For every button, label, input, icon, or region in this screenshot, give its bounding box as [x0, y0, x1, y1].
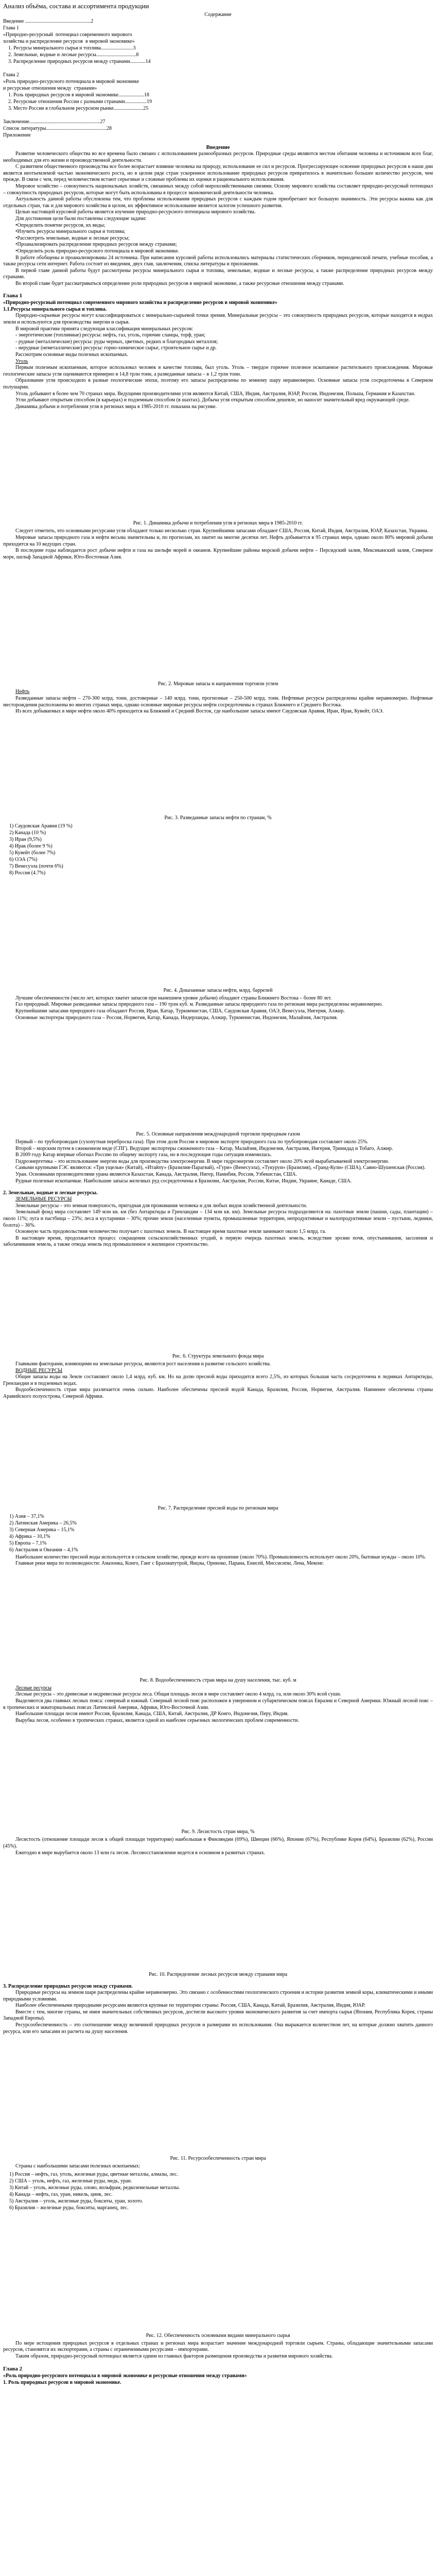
paragraph: В мировой практике принята следующая классификация минеральных ресурсов: — [15, 326, 194, 332]
toc-entry: Глава 2 — [3, 72, 19, 78]
paragraph: В работе обобщены и проанализированы 24 источника. При написании курсовой работы использовались материалы статистических сборников, периодической печати, учебные пособия, а также ресурсы сети интернет. Работа состоит из введения, двух глав, заключения, списка литературы и приложения. — [3, 255, 433, 267]
toc-entry: 1. Роль природных ресурсов в мировой экономике....................18 — [3, 92, 149, 98]
figure-4-image — [3, 877, 433, 986]
figure-1-image — [3, 410, 433, 518]
toc-entry: Глава 1 — [3, 25, 19, 31]
paragraph: Первым полезным ископаемым, которое использовал человек в качестве топлива, был уголь. Уголь – твердое горючее полезное ископаемое растительного происхождения. Мировые геологические запасы угля оцениваются примерно в 14,8 трлн тонн, а разведанные запасы – в 1,2 трлн тонн. — [3, 365, 433, 377]
gas-body — [3, 528, 433, 561]
introduction-body — [3, 151, 433, 287]
figure-9-caption: Рис. 9. Лесистость стран мира, % — [181, 1829, 255, 1835]
paragraph: Самыми крупными ГЭС являются: «Три ущелья» (Китай), «Итайпу» (Бразилия-Парагвай), «Гури» (Венесуэла), «Тукуруи» (Бразилия), «Гранд-Кули» (США), Саяно-Шушенская (Россия). — [15, 1165, 426, 1171]
paragraph: Природно-сырьевые ресурсы могут классифицироваться с минерально-сырьевой точки зрения. Минеральные ресурсы – это совокупность природных ресурсов, которые находятся в недрах земли и используются для производства энергии и сырья. — [3, 313, 433, 326]
toc-entry: Приложение — [3, 132, 31, 138]
toc-header: Содержание — [204, 12, 232, 18]
list-item: 4) Ирак (более 9 %) — [9, 843, 53, 849]
paragraph: В первой главе данной работы будут рассмотрены ресурсы минерального сырья и топлива, земельные, водные и лесные ресурсы, а также распределение природных ресурсов между странами. — [3, 267, 433, 280]
forest-body-2 — [3, 1837, 433, 1856]
paragraph: Выделяются два главных лесных пояса: северный и южный. Северный лесной пояс расположен в умеренном и субарктическом поясах Евразии и Северной Америки. Южный лесной пояс – в тропических и экваториальных поясах Латинской Америки, Африки, Юго-Восточной Азии. — [3, 1698, 433, 1710]
paragraph: Земельный фонд мира составляет 149 млн кв. км (без Антарктиды и Гренландии – 134 млн кв. км). Земельные ресурсы подразделяются на: пахотные земли (пашни, сады, плантации) – около 11%; луга и пастбища – 23%; леса и кустарники – 30%; прочие земли (населенные пункты, промышленные территории, непродуктивные и малопродуктивные земли – пустыни, ледники, болота) – 36%. — [3, 1209, 433, 1228]
paragraph: - энергетические (топливные) ресурсы: нефть, газ, уголь, горючие сланцы, торф, уран; — [15, 332, 206, 338]
figure-10-image — [3, 1856, 433, 1970]
list-item: 2) Канада (10 %) — [9, 829, 46, 836]
paragraph: Для достижения цели были поставлены следующие задачи: — [15, 215, 147, 222]
toc-entry — [3, 112, 433, 118]
chapter2-section — [3, 2365, 433, 2386]
introduction-section — [3, 144, 433, 287]
distribution-list-intro: Страны с наибольшими запасами полезных ископаемых: — [15, 2163, 141, 2170]
paragraph: Образование угля происходило в разные геологические эпохи, поэтому его запасы распределены по земному шару неравномерно. Основные запасы угля сосредоточены в Северном полушарии. — [3, 378, 433, 390]
figure-3-image — [3, 715, 433, 813]
oil-subheading: Нефть — [15, 689, 30, 695]
paragraph: Основные экспортеры природного газа – Россия, Норвегия, Катар, Канада, Нидерланды, Алжир, Туркменистан, Индонезия, Малайзия, Австралия. — [15, 1014, 338, 1021]
paragraph: - нерудные (неметаллические) ресурсы: горно-химическое сырье, строительное сырье и др. — [15, 345, 217, 351]
figure-4-caption: Рис. 4. Доказанные запасы нефти, млрд. баррелей — [163, 987, 273, 993]
paragraph: Вместе с тем, многие страны, не имея значительных собственных ресурсов, достигли высокого уровня экономического развития за счет импорта сырья (Япония, Республика Корея, страны Западной Европы). — [3, 2009, 433, 2022]
paragraph: Динамика добычи и потребления угля в регионах мира в 1985-2010 гг. показана на рисунке. — [15, 403, 217, 410]
list-item: 7) Венесуэла (почти 6%) — [9, 863, 63, 869]
list-item: 5) Австралия – уголь, железные руды, бокситы, уран, золото. — [9, 2198, 143, 2204]
toc-entry — [3, 65, 433, 72]
list-item: 4) Канада – нефть, газ, уран, никель, цинк, лес. — [9, 2191, 113, 2197]
section-1-1-heading: 1.1.Ресурсы минерального сырья и топлива. — [3, 307, 107, 313]
paragraph: Таким образом, природно-ресурсный потенциал является одним из главных факторов размещения производства и развития мирового хозяйства. — [15, 2353, 333, 2360]
figure-3-legend — [9, 823, 433, 876]
list-item: 6) Бразилия – железные руды, бокситы, марганец, лес. — [9, 2205, 129, 2211]
introduction-heading: Введение — [206, 144, 230, 150]
paragraph: Уран. Основными производителями урана являются Казахстан, Канада, Австралия, Нигер, Намибия, Россия, Узбекистан, США. — [15, 1172, 297, 1178]
table-of-contents — [3, 18, 433, 139]
paragraph: Лесистость (отношение площади лесов к общей площади территории) наибольшая в Финляндии (69%), Швеции (66%), Японии (67%), Республике Корея (64%), Бразилии (62%), России (45%). — [3, 1837, 433, 1849]
water-body — [3, 1374, 433, 1400]
list-item: 3) Иран (9,5%) — [9, 836, 42, 842]
paragraph: Целью настоящей курсовой работы является изучение природно-ресурсного потенциала мирового хозяйства. — [15, 209, 256, 215]
figure-9-image — [3, 1724, 433, 1827]
figure-2-image — [3, 561, 433, 679]
section-1-1-body — [3, 313, 433, 358]
paragraph: Главными факторами, влияющими на земельные ресурсы, являются рост населения и развитие сельского хозяйства. — [15, 1361, 271, 1367]
toc-entry: 2. Земельные, водные и лесные ресурсы...............................8 — [3, 52, 139, 58]
figure-5-image — [3, 1021, 433, 1129]
water-body-2 — [3, 1554, 433, 1567]
paragraph: Развитие человеческого общества во все времена было связано с использованием разнообразных ресурсов. Природные среды являются местом обитания человека и источником всех благ, необходимых для его жизни и производственной деятельности. — [3, 151, 433, 163]
paragraph: Лесные ресурсы – это древесные и недревесные ресурсы леса. Общая площадь лесов в мире составляет около 4 млрд. га, или около 30% всей суши. — [15, 1691, 341, 1698]
list-item: 2) США – уголь, нефть, газ, железные руды, медь, уран. — [9, 2178, 132, 2184]
paragraph: Второй – морским путем в сжиженном виде (СПГ). Ведущие экспортеры сжиженного газа – Катар, Малайзия, Индонезия, Австралия, Нигерия, Тринидад и Тобаго, Алжир. — [15, 1145, 393, 1151]
list-item: 3) Северная Америка – 15,1% — [9, 1527, 75, 1533]
figure-5-caption: Рис. 5. Основные направления международной торговли природным газом — [136, 1131, 300, 1138]
distribution-body-2 — [3, 2341, 433, 2360]
paragraph: Ежегодно в мире вырубается около 13 млн га лесов. Лесовосстановление ведется в основном в развитых странах. — [15, 1850, 266, 1856]
toc-entry: и ресурсные отношения между странами» — [3, 86, 97, 91]
toc-entry: «Природно-ресурсный потенциал современного мирового — [3, 32, 132, 38]
paragraph: Актуальность данной работы обусловлена тем, что проблемы использования природных ресурсов с каждым годом приобретают все большую значимость. Эти ресурсы важны как для отдельных стран, так и для мирового хозяйства в целом, их эффективное использование является залогом успешного развития. — [3, 196, 433, 209]
paragraph: Природные ресурсы на земном шаре распределены крайне неравномерно. Это связано с особенностями геологического строения и истории развития земной коры, климатическими и иными природными условиями. — [3, 1990, 433, 2002]
list-item: 2) Латинская Америка – 26,5% — [9, 1520, 77, 1526]
toc-entry: «Роль природно-ресурсного потенциала в мировой экономике — [3, 79, 139, 84]
paragraph: •Определить понятие ресурсов, их виды; — [15, 222, 106, 228]
paragraph: Уголь добывают в более чем 70 странах мира. Ведущими производителями угля являются Китай, США, Индия, Австралия, ЮАР, Россия, Индонезия, Польша, Германия и Казахстан. — [15, 391, 415, 397]
paragraph: Наибольшее количество пресной воды используется в сельском хозяйстве, прежде всего на орошение (около 70%). Промышленность использует около 20%, бытовые нужды – около 10%. — [15, 1554, 426, 1560]
toc-entry: Введение ...................................................2 — [3, 19, 94, 24]
toc-entry: хозяйства и распределение ресурсов в мировой экономике» — [3, 39, 135, 44]
paragraph: Земельные ресурсы – это земная поверхность, пригодная для проживания человека и для любых видов хозяйственной деятельности. — [15, 1202, 307, 1209]
figure-11-image — [3, 2035, 433, 2154]
paragraph: Следует отметить, что основными ресурсами угля обладают только несколько стран. Крупнейшими запасами обладают США, Россия, Китай, Индия, Австралия, ЮАР, Казахстан, Украина. — [15, 528, 429, 534]
document-title: Анализ объёма, состава и ассортимента продукции — [3, 2, 149, 10]
paragraph: Мировые запасы природного газа и нефти весьма значительны и, по прогнозам, их хватит на многие десятки лет. Нефть добывается в 95 странах мира, однако около 80% мировой добычи приходится на 10 ведущих стран. — [3, 534, 433, 547]
figure-7-legend — [9, 1513, 433, 1553]
paragraph: Газ природный. Мировые разведанные запасы природного газа – 190 трлн куб. м. Разведанные запасы природного газа по регионам мира распределены неравномерно. — [15, 1002, 383, 1008]
paragraph: Основную часть продовольствия человечество получает с пахотных земель. В настоящее время пахотные земли занимают около 1,5 млрд. га. — [15, 1229, 326, 1235]
paragraph: •Определить роль природно-ресурсного потенциала в мировой экономике. — [15, 248, 179, 254]
paragraph: С развитием общественного производства все более возрастает влияние человека на природу, использование ее сил и ресурсов. Прогрессирующее освоение природных ресурсов в наши дни является неотъемлемой частью экономического роста, но в целом ряде стран ускоренное использование природных ресурсов превратилось в значительно большее количество ресурсов, чем прежде. В связи с чем, перед человечеством встают серьезные и сложные проблемы их оценки и рационального использования. — [3, 164, 433, 183]
toc-entry: Список литературы...............................................28 — [3, 126, 112, 131]
list-item: 5) Кувейт (более 7%) — [9, 850, 56, 856]
list-item: 1) Россия – нефть, газ, уголь, железные руды, цветные металлы, алмазы, лес. — [9, 2171, 178, 2177]
figure-7-caption: Рис. 7. Распределение пресной воды по регионам мира — [158, 1505, 278, 1511]
toc-entry: 1. Ресурсы минерального сырья и топлива.........................3 — [3, 45, 136, 51]
figure-8-image — [3, 1567, 433, 1675]
paragraph: В настоящее время, продолжается процесс сокращения сельскохозяйственных угодий, в первую очередь пахотных земель, вследствие эрозии почв, опустынивания, засоления и заболачивания земель, а также отвода земель под промышленное и жилищное строительство. — [3, 1235, 433, 1248]
toc-entry: 3. Распределение природных ресурсов между странами............14 — [3, 59, 151, 64]
figure-12-image — [3, 2212, 433, 2331]
chapter1-section — [3, 292, 433, 2360]
land-subheading: ЗЕМЕЛЬНЫЕ РЕСУРСЫ — [15, 1196, 72, 1202]
list-item: 1) Саудовская Аравия (19 %) — [9, 823, 73, 829]
paragraph: По мере истощения природных ресурсов в отдельных странах и регионах мира возрастает значение международной торговли сырьем. Страны, обладающие значительными запасами ресурсов, становятся их экспортерами, а страны с ограниченными ресурсами – импортерами. — [3, 2340, 433, 2353]
paragraph: Из всех добываемых в мире нефти около 40% приходится на Ближний и Средний Восток, где наибольшие запасы имеют Саудовская Аравия, Иран, Ирак, Кувейт, ОАЭ. — [15, 708, 384, 715]
paragraph: В 2009 году Катар впервые обогнал Россию по общему экспорту газа, но в последующие годы ситуация изменилась. — [15, 1152, 272, 1158]
paragraph: Угли добывают открытым способом (в карьерах) и подземным способом (в шахтах). Добыча угля открытым способом дешевле, но наносит значительный вред окружающей среде. — [15, 397, 410, 403]
figure-6-image — [3, 1248, 433, 1351]
paragraph: •Проанализировать распределение природных ресурсов между странами; — [15, 242, 177, 248]
figure-1-caption: Рис. 1. Динамика добычи и потребления угля в регионах мира в 1985-2010 гг. — [133, 520, 303, 527]
paragraph: В последние годы наблюдается рост добычи нефти и газа на шельфе морей и океанов. Крупнейшие районы морской добычи нефти – Персидский залив, Мексиканский залив, Северное море, шельф Западной Африки, Юго-Восточная Азия. — [3, 548, 433, 560]
chapter2-title: «Роль природно-ресурсного потенциала в мировой экономике и ресурсные отношения между странами» — [3, 2372, 247, 2379]
list-item: 8) Россия (4.7%) — [9, 870, 46, 876]
coal-body — [3, 365, 433, 410]
figure-6-caption: Рис. 6. Структура земельного фонда мира — [172, 1353, 264, 1359]
paragraph: Рассмотрим основные виды полезных ископаемых. — [15, 352, 129, 358]
figure-12-caption: Рис. 12. Обеспеченность основными видами минерального сырья — [146, 2332, 290, 2338]
distribution-body — [3, 1990, 433, 2035]
paragraph: - рудные (металлические) ресурсы: руды черных, цветных, редких и благородных металлов; — [15, 338, 218, 345]
figure-10-caption: Рис. 10. Распределение лесных ресурсов между странами мира — [148, 1972, 288, 1978]
list-item: 5) Европа – 7,1% — [9, 1540, 47, 1546]
list-item: 4) Африка – 10,1% — [9, 1533, 50, 1539]
water-subheading: ВОДНЫЕ РЕСУРСЫ — [15, 1367, 63, 1374]
figure-7-image — [3, 1400, 433, 1503]
paragraph: •Рассмотреть земельные, водные и лесные ресурсы; — [15, 235, 130, 241]
land-body-2 — [3, 1361, 433, 1368]
list-item: 6) ОЭА (7%) — [9, 856, 38, 862]
paragraph: Разведанные запасы нефти – 270-300 млрд. тонн, достоверные – 140 млрд. тонн, прогнозные – 250-500 млрд. тонн. Нефтяные ресурсы распределены крайне неравномерно. Нефтяные месторождения расположены во многих странах мира, однако основные мировые ресурсы нефти сосредоточены в странах Ближнего и Среднего Востока. — [3, 695, 433, 708]
paragraph: Наибольшие площади лесов имеют Россия, Бразилия, Канада, США, Китай, Австралия, ДР Конго, Индонезия, Перу, Индия. — [15, 1711, 289, 1717]
paragraph: Ресурсообеспеченность – это соотношение между величиной природных ресурсов и размерами их использования. Она выражается количеством лет, на которые должно хватить данного ресурса, или его запасами из расчета на душу населения. — [3, 2022, 433, 2035]
paragraph: Крупнейшими запасами природного газа обладают Россия, Иран, Катар, Туркменистан, США, Саудовская Аравия, ОАЭ, Венесуэла, Нигерия, Алжир. — [15, 1008, 345, 1014]
list-item: 1) Азия – 37,1% — [9, 1513, 44, 1519]
section-2-1-heading: 1. Роль природных ресурсов в мировой экономике. — [3, 2379, 121, 2385]
list-item: 3) Китай – уголь, железные руды, олово, вольфрам, редкоземельные металлы. — [9, 2184, 180, 2191]
paragraph: Водообеспеченность стран мира различается очень сильно. Наиболее обеспечены пресной водой Канада, Бразилия, Россия, Норвегия, Австралия. Наименее обеспечены страны Аравийского полуострова, Северной Африки. — [3, 1387, 433, 1399]
paragraph: Вырубка лесов, особенно в тропических странах, является одной из наиболее серьезных экологических проблем современности. — [15, 1717, 299, 1723]
toc-entry: 2. Ресурсные отношения России с разными странами.................19 — [3, 99, 152, 105]
paragraph: •Изучить ресурсы минерального сырья и топлива; — [15, 229, 126, 235]
paragraph: Рудные полезные ископаемые. Наибольшие запасы железных руд сосредоточены в Бразилии, Австралии, России, Китае, Индии, Украине, Канаде, США. — [15, 1178, 352, 1184]
oil-body — [3, 696, 433, 715]
gas-reserves-body — [3, 995, 433, 1021]
figure-2-caption: Рис. 2. Мировые запасы и направления торговли углем — [158, 681, 278, 687]
forest-body — [3, 1691, 433, 1724]
paragraph: Во второй главе будет рассматриваться определение роли природных ресурсов в мировой экономике, а также ресурсные отношения между странами. — [15, 280, 344, 286]
forest-subheading: Лесные ресурсы — [15, 1685, 51, 1691]
coal-subheading: Уголь — [15, 358, 28, 364]
toc-entry: 3. Место России в глобальном ресурсном рынке.......................25 — [3, 106, 149, 111]
distribution-list — [9, 2171, 433, 2211]
chapter1-heading: Глава 1 — [3, 293, 23, 299]
chapter2-heading: Глава 2 — [3, 2365, 23, 2372]
land-body — [3, 1203, 433, 1248]
paragraph: Мировое хозяйство – совокупность национальных хозяйств, связанных между собой мирохозяйственными связями. Основу мирового хозяйства составляет природно-ресурсный потенциал – совокупность природных ресурсов, которые могут быть использованы в процессе экономической деятельности человека. — [3, 183, 433, 196]
section-1-2-heading: 2. Земельные, водные и лесные ресурсы. — [3, 1190, 98, 1196]
figure-8-caption: Рис. 8. Водообеспеченность стран мира на душу населения, тыс. куб. м — [139, 1677, 297, 1683]
paragraph: Лучшие обеспеченности (число лет, которых хватит запасов при нынешнем уровне добычи) обладают страны Ближнего Востока – более 80 лет. — [15, 995, 332, 1001]
paragraph: Общие запасы воды на Земле составляют около 1,4 млрд. куб. км. Но на долю пресной воды приходится всего 2,5%, из которых большая часть сосредоточена в ледниках Антарктиды, Гренландии и в подземных водах. — [3, 1374, 433, 1386]
chapter1-title: «Природно-ресурсный потенциал современного мирового хозяйства и распределение ресурсов в мировой экономике» — [3, 300, 277, 306]
paragraph: Главные реки мира по полноводности: Амазонка, Конго, Ганг с Брахмапутрой, Янцзы, Ориноко, Парана, Енисей, Миссисипи, Лена, Меконг. — [15, 1561, 324, 1567]
paragraph: Наиболее обеспеченными природными ресурсами являются крупные по территории страны: Россия, США, Канада, Китай, Бразилия, Австралия, Индия, ЮАР. — [15, 2003, 365, 2009]
section-1-3-heading: 3. Распределение природных ресурсов между странами. — [3, 1984, 133, 1990]
paragraph: Гидроэнергетика – это использование энергии воды для производства электроэнергии. В мире гидроэнергия составляет около 20% всей вырабатываемой электроэнергии. — [15, 1158, 389, 1164]
toc-entry: Заключение.......................................................27 — [3, 119, 106, 125]
figure-11-caption: Рис. 11. Ресурсообеспеченность стран мира — [170, 2156, 266, 2162]
gas-trade-body — [3, 1139, 433, 1184]
list-item: 6) Австралия и Океания – 4,1% — [9, 1547, 78, 1553]
figure-3-caption: Рис. 3. Разведанные запасы нефти по странам, % — [164, 815, 272, 821]
paragraph: Первый – по трубопроводам (сухопутная переброска газа). При этом доля России в мировом экспорте природного газа по трубопроводам составляет около 25%. — [15, 1139, 369, 1145]
